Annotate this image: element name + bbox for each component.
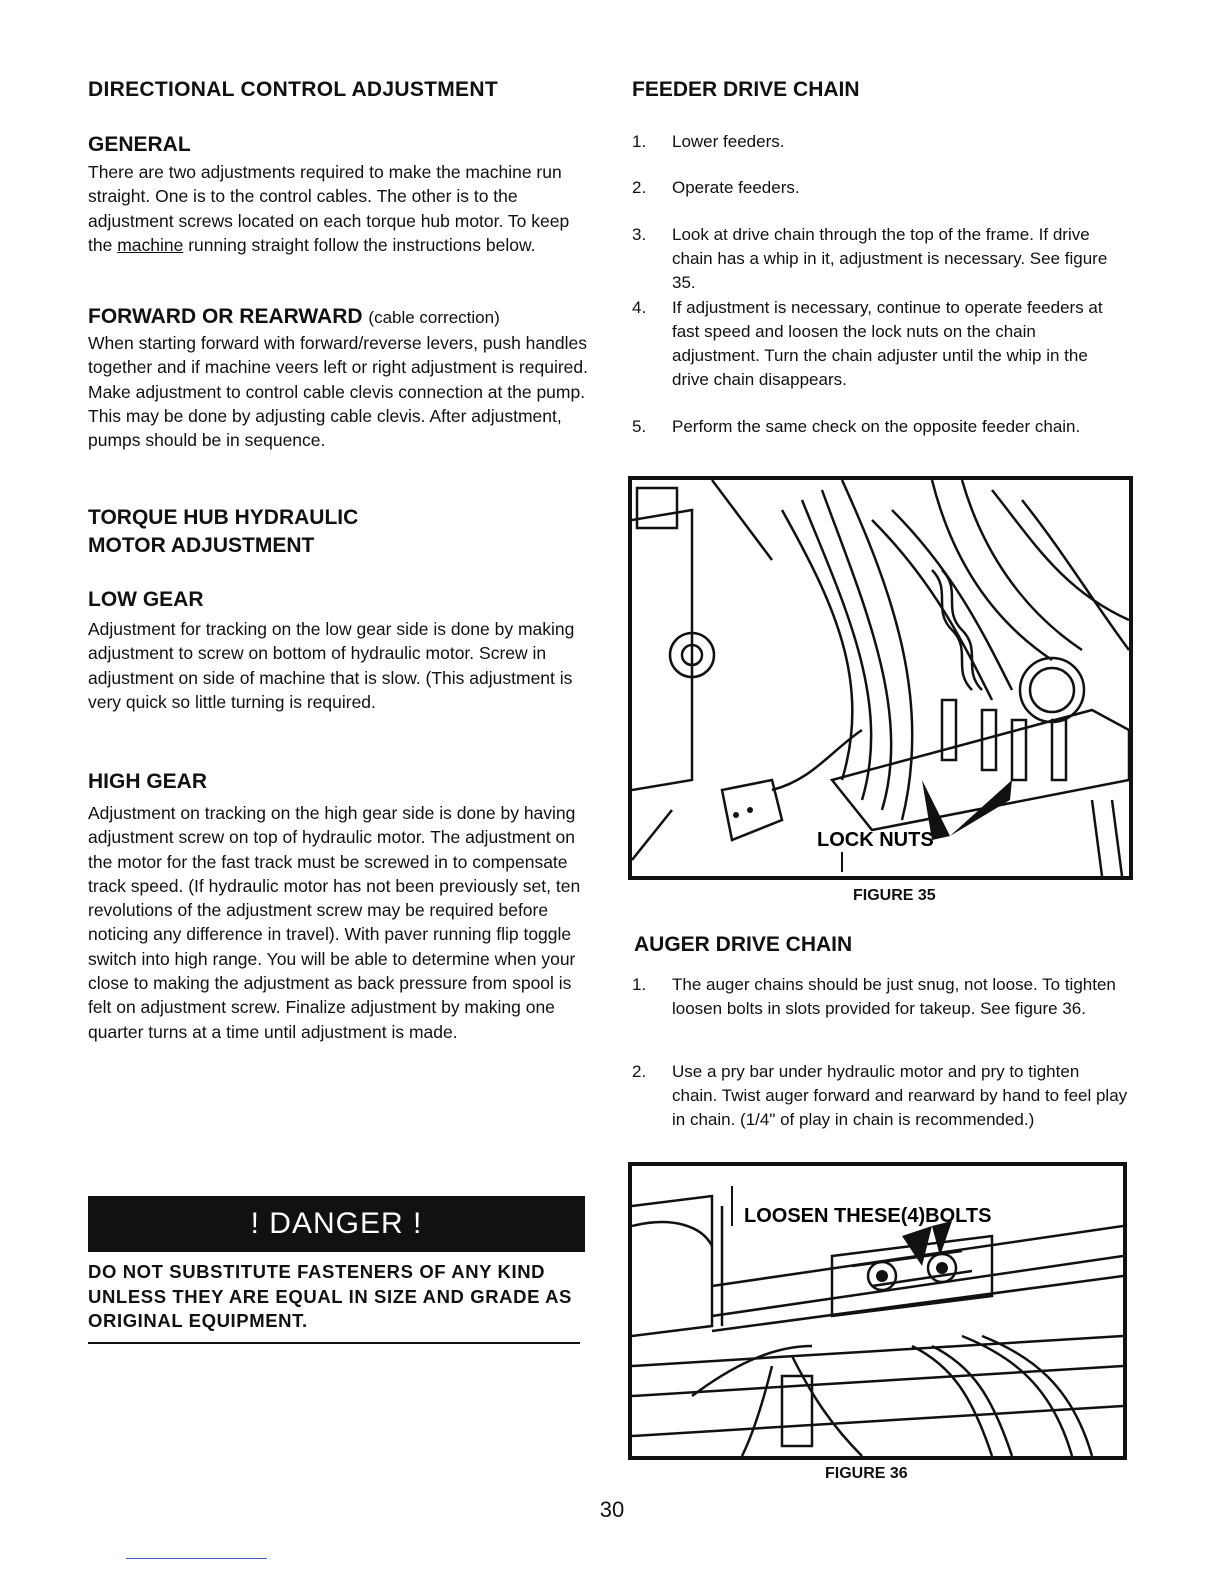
forward-heading-note: (cable correction) — [368, 308, 500, 327]
general-text-underlined: machine — [117, 234, 184, 255]
page-number: 30 — [599, 1497, 625, 1522]
forward-heading-text: FORWARD OR REARWARD — [88, 305, 363, 328]
figure-36-image — [628, 1162, 1127, 1460]
heading-forward-rearward — [88, 305, 500, 329]
figure-35-label-lock-nuts: LOCK NUTS — [817, 829, 934, 851]
low-gear-paragraph: Adjustment for tracking on the low gear side is done by making adjustment to screw on bottom of hydraulic motor. Screw in adjustment on side of machine that is slow. (This adjustment is very quick so little turning is required. — [88, 619, 575, 712]
figure-35-caption: FIGURE 35 — [853, 887, 936, 904]
heading-auger-drive-chain: AUGER DRIVE CHAIN — [634, 933, 853, 956]
heading-high-gear: HIGH GEAR — [88, 770, 208, 793]
section-title-directional-control: DIRECTIONAL CONTROL ADJUSTMENT — [88, 78, 498, 101]
figure-36-caption: FIGURE 36 — [825, 1465, 908, 1482]
heading-torque-hub-line2: MOTOR ADJUSTMENT — [88, 534, 315, 557]
heading-low-gear: LOW GEAR — [88, 588, 204, 611]
danger-divider — [88, 1342, 580, 1344]
danger-banner: ! DANGER ! — [88, 1196, 585, 1252]
figure-36-label-loosen-bolts: LOOSEN THESE(4)BOLTS — [744, 1205, 992, 1227]
heading-general: GENERAL — [88, 133, 191, 156]
general-paragraph — [88, 160, 590, 257]
heading-feeder-drive-chain: FEEDER DRIVE CHAIN — [632, 78, 860, 101]
high-gear-paragraph: Adjustment on tracking on the high gear side is done by having adjustment screw on top of hydraulic motor. The adjustment on the motor for the fast track must be screwed in to compensate track speed. (If hydraulic motor has not been previously set, ten revolutions of the adjustment screw may be required before noticing any difference in travel). With paver running flip toggle switch into high range. You will be able to determine when your close to making the adjustment as back pressure from spool is felt on adjustment screw. Finalize adjustment by making one quarter turns at a time until adjustment is made. — [88, 803, 581, 1042]
forward-paragraph: When starting forward with forward/reverse levers, push handles together and if machine veers left or right adjustment is required. Make adjustment to control cable clevis connection at the pump. This may be done by adjusting cable clevis. After adjustment, pumps should be in sequence. — [88, 333, 588, 451]
footer-line — [126, 1558, 267, 1559]
general-text-b: running straight follow the instructions below. — [183, 234, 536, 255]
figure-36-illustration — [632, 1166, 1123, 1456]
general-text-a: There are two adjustments required to make the machine run straight. One is to the control cables. The other is to the adjustment screws located on each torque hub motor. To keep the — [88, 162, 570, 255]
heading-torque-hub-line1: TORQUE HUB HYDRAULIC — [88, 506, 359, 529]
figure-35-illustration — [632, 480, 1129, 876]
figure-35-image — [628, 476, 1133, 880]
danger-warning-text: DO NOT SUBSTITUTE FASTENERS OF ANY KIND UNLESS THEY ARE EQUAL IN SIZE AND GRADE AS ORIGINAL EQUIPMENT. — [88, 1261, 572, 1331]
